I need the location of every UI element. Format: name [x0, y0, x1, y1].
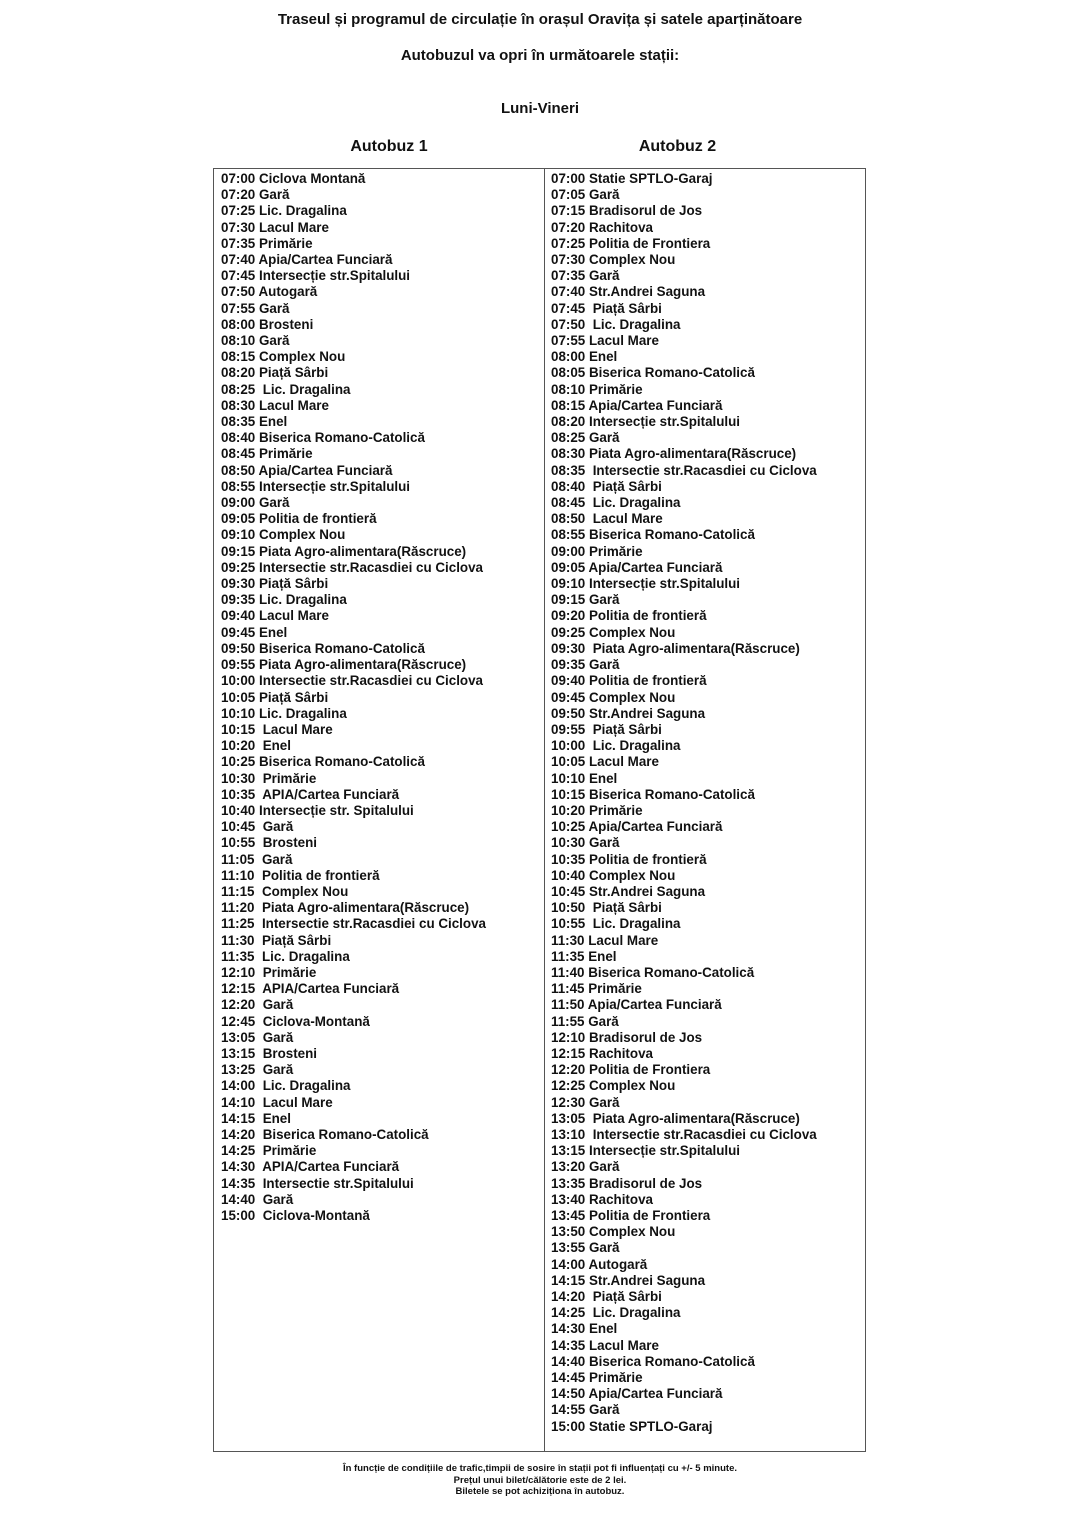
stop-entry: 07:50 Lic. Dragalina — [551, 316, 681, 332]
stop-entry: 09:45 Enel — [221, 624, 288, 640]
stop-entry: 07:30 Complex Nou — [551, 252, 676, 268]
stop-entry: 09:10 Complex Nou — [221, 527, 346, 543]
stop-entry: 08:35 Intersectie str.Racasdiei cu Ciclova — [551, 462, 817, 478]
stop-entry: 13:40 Rachitova — [551, 1191, 653, 1207]
stop-entry: 09:10 Intersecție str.Spitalului — [551, 576, 741, 592]
stop-entry: 13:15 Brosteni — [221, 1045, 318, 1061]
stop-entry: 07:45 Intersecție str.Spitalului — [221, 268, 411, 284]
stop-entry: 10:45 Str.Andrei Saguna — [551, 883, 706, 899]
page-subtitle: Autobuzul va opri în următoarele stații: — [400, 47, 680, 64]
stop-entry: 12:15 APIA/Cartea Funciară — [221, 981, 400, 997]
stop-entry: 12:20 Politia de Frontiera — [551, 1062, 711, 1078]
stop-entry: 11:15 Complex Nou — [221, 883, 349, 899]
stop-entry: 09:20 Politia de frontieră — [551, 608, 707, 624]
stop-entry: 07:55 Lacul Mare — [551, 333, 659, 349]
stop-entry: 09:45 Complex Nou — [551, 689, 676, 705]
stop-entry: 09:25 Complex Nou — [551, 624, 676, 640]
stop-entry: 11:05 Gară — [221, 851, 293, 867]
stop-entry: 13:45 Politia de Frontiera — [551, 1208, 711, 1223]
stop-entry: 07:05 Gară — [551, 187, 620, 203]
stop-entry: 08:50 Lacul Mare — [551, 511, 663, 527]
stop-entry: 14:30 APIA/Cartea Funciară — [221, 1159, 400, 1175]
stop-entry: 08:25 Gară — [551, 430, 620, 446]
stop-entry: 10:10 Enel — [551, 770, 618, 786]
stop-entry: 09:05 Politia de frontieră — [221, 511, 377, 527]
bus2-stop-list — [551, 171, 863, 1435]
stop-entry: 07:25 Politia de Frontiera — [551, 235, 711, 251]
stop-entry: 11:35 Lic. Dragalina — [221, 948, 350, 964]
stop-entry: 09:50 Biserica Romano-Catolică — [221, 640, 425, 656]
stop-entry: 07:30 Lacul Mare — [221, 219, 329, 235]
stop-entry: 13:35 Bradisorul de Jos — [551, 1175, 703, 1191]
footer-traffic-note: În funcție de condițiile de trafic,timpii de sosire în stații pot fi influențați cu +/- 5 minute. — [342, 1463, 738, 1474]
stop-entry: 08:45 Lic. Dragalina — [551, 495, 681, 511]
stop-entry: 10:55 Lic. Dragalina — [551, 916, 681, 932]
stop-entry: 14:25 Primărie — [221, 1143, 317, 1159]
bus1-heading: Autobuz 1 — [350, 138, 428, 155]
stop-entry: 08:40 Biserica Romano-Catolică — [221, 430, 425, 446]
stop-entry: 11:50 Apia/Cartea Funciară — [551, 997, 722, 1013]
stop-entry: 08:10 Primărie — [551, 381, 643, 397]
stop-entry: 08:15 Complex Nou — [221, 349, 346, 365]
stop-entry: 09:50 Str.Andrei Saguna — [551, 705, 706, 721]
stop-entry: 15:00 Statie SPTLO-Garaj — [551, 1418, 713, 1434]
stop-entry: 14:25 Lic. Dragalina — [551, 1305, 681, 1321]
schedule-days: Luni-Vineri — [500, 100, 580, 117]
stop-entry: 10:20 Primărie — [551, 802, 643, 818]
stop-entry: 07:45 Piață Sârbi — [551, 300, 662, 316]
stop-entry: 10:45 Gară — [221, 819, 294, 835]
stop-entry: 08:30 Lacul Mare — [221, 397, 329, 413]
stop-entry: 11:25 Intersectie str.Racasdiei cu Ciclova — [221, 916, 486, 932]
stop-entry: 12:10 Primărie — [221, 964, 317, 980]
stop-entry: 13:05 Piata Agro-alimentara(Răscruce) — [551, 1110, 800, 1126]
stop-entry: 08:00 Enel — [551, 349, 618, 365]
footer-notes — [0, 1463, 1080, 1498]
stop-entry: 14:00 Autogară — [551, 1256, 648, 1272]
stop-entry: 12:30 Gară — [551, 1094, 620, 1110]
stop-entry: 10:20 Enel — [221, 738, 291, 754]
stop-entry: 08:55 Biserica Romano-Catolică — [551, 527, 755, 543]
stop-entry: 08:20 Intersecție str.Spitalului — [551, 414, 741, 430]
stop-entry: 10:05 Piață Sârbi — [221, 689, 329, 705]
stop-entry: 08:00 Brosteni — [221, 316, 314, 332]
page-title: Traseul și programul de circulație în orașul Oravița și satele aparținătoare — [277, 11, 803, 28]
stop-entry: 10:40 Complex Nou — [551, 867, 676, 883]
stop-entry: 13:15 Intersecție str.Spitalului — [551, 1143, 741, 1159]
stop-entry: 13:50 Complex Nou — [551, 1224, 676, 1240]
stop-entry: 10:35 Politia de frontieră — [551, 851, 707, 867]
stop-entry: 11:45 Primărie — [551, 981, 642, 997]
stop-entry: 14:40 Biserica Romano-Catolică — [551, 1353, 755, 1369]
stop-entry: 08:35 Enel — [221, 414, 288, 430]
stop-entry: 09:55 Piata Agro-alimentara(Răscruce) — [221, 657, 467, 673]
stop-entry: 09:40 Politia de frontieră — [551, 673, 707, 689]
stop-entry: 07:40 Str.Andrei Saguna — [551, 284, 706, 300]
stop-entry: 09:15 Gară — [551, 592, 620, 608]
stop-entry: 10:25 Biserica Romano-Catolică — [221, 754, 425, 770]
stop-entry: 07:20 Rachitova — [551, 219, 653, 235]
footer-ticket-purchase: Biletele se pot achiziționa în autobuz. — [455, 1486, 625, 1497]
stop-entry: 07:35 Gară — [551, 268, 620, 284]
column-divider — [544, 169, 545, 1451]
stop-entry: 11:35 Enel — [551, 948, 617, 964]
stop-entry: 08:30 Piata Agro-alimentara(Răscruce) — [551, 446, 797, 462]
stop-entry: 10:05 Lacul Mare — [551, 754, 659, 770]
stop-entry: 08:40 Piață Sârbi — [551, 478, 662, 494]
stop-entry: 14:15 Str.Andrei Saguna — [551, 1272, 706, 1288]
stop-entry: 10:10 Lic. Dragalina — [221, 705, 347, 721]
stop-entry: 10:00 Intersectie str.Racasdiei cu Ciclova — [221, 673, 483, 689]
stop-entry: 07:35 Primărie — [221, 235, 313, 251]
stop-entry: 10:15 Biserica Romano-Catolică — [551, 786, 755, 802]
stop-entry: 09:00 Primărie — [551, 543, 643, 559]
stop-entry: 08:45 Primărie — [221, 446, 313, 462]
stop-entry: 11:30 Lacul Mare — [551, 932, 659, 948]
stop-entry: 13:05 Gară — [221, 1029, 294, 1045]
stop-entry: 14:20 Piață Sârbi — [551, 1289, 662, 1305]
stop-entry: 11:30 Piață Sârbi — [221, 932, 332, 948]
stop-entry: 07:15 Bradisorul de Jos — [551, 203, 703, 219]
stop-entry: 08:10 Gară — [221, 333, 290, 349]
stop-entry: 08:25 Lic. Dragalina — [221, 381, 351, 397]
stop-entry: 12:25 Complex Nou — [551, 1078, 676, 1094]
stop-entry: 07:00 Statie SPTLO-Garaj — [551, 171, 713, 186]
stop-entry: 08:50 Apia/Cartea Funciară — [221, 462, 393, 478]
stop-entry: 12:15 Rachitova — [551, 1045, 653, 1061]
stop-entry: 12:45 Ciclova-Montană — [221, 1013, 370, 1029]
stop-entry: 09:05 Apia/Cartea Funciară — [551, 559, 723, 575]
stop-entry: 10:25 Apia/Cartea Funciară — [551, 819, 723, 835]
stop-entry: 11:40 Biserica Romano-Catolică — [551, 964, 755, 980]
stop-entry: 07:25 Lic. Dragalina — [221, 203, 347, 219]
stop-entry: 09:30 Piață Sârbi — [221, 576, 329, 592]
schedule-table — [213, 168, 866, 1452]
stop-entry: 07:50 Autogară — [221, 284, 318, 300]
stop-entry: 09:55 Piață Sârbi — [551, 721, 662, 737]
stop-entry: 14:20 Biserica Romano-Catolică — [221, 1126, 429, 1142]
stop-entry: 14:35 Intersectie str.Spitalului — [221, 1175, 414, 1191]
stop-entry: 13:55 Gară — [551, 1240, 620, 1256]
stop-entry: 13:10 Intersectie str.Racasdiei cu Ciclova — [551, 1126, 817, 1142]
stop-entry: 10:40 Intersecție str. Spitalului — [221, 802, 414, 818]
stop-entry: 15:00 Ciclova-Montană — [221, 1208, 370, 1223]
stop-entry: 11:20 Piata Agro-alimentara(Răscruce) — [221, 900, 470, 916]
stop-entry: 08:20 Piață Sârbi — [221, 365, 329, 381]
stop-entry: 10:30 Primărie — [221, 770, 317, 786]
stop-entry: 11:10 Politia de frontieră — [221, 867, 380, 883]
stop-entry: 08:05 Biserica Romano-Catolică — [551, 365, 755, 381]
bus1-stop-list — [221, 171, 539, 1224]
stop-entry: 10:00 Lic. Dragalina — [551, 738, 681, 754]
stop-entry: 11:55 Gară — [551, 1013, 619, 1029]
stop-entry: 09:25 Intersectie str.Racasdiei cu Ciclova — [221, 559, 483, 575]
bus2-heading: Autobuz 2 — [638, 138, 717, 155]
stop-entry: 07:00 Ciclova Montană — [221, 171, 366, 186]
stop-entry: 09:15 Piata Agro-alimentara(Răscruce) — [221, 543, 467, 559]
stop-entry: 13:25 Gară — [221, 1062, 294, 1078]
stop-entry: 14:15 Enel — [221, 1110, 291, 1126]
stop-entry: 08:55 Intersecție str.Spitalului — [221, 478, 411, 494]
stop-entry: 14:10 Lacul Mare — [221, 1094, 333, 1110]
stop-entry: 09:30 Piata Agro-alimentara(Răscruce) — [551, 640, 800, 656]
stop-entry: 12:20 Gară — [221, 997, 294, 1013]
stop-entry: 10:30 Gară — [551, 835, 620, 851]
stop-entry: 07:55 Gară — [221, 300, 290, 316]
stop-entry: 07:40 Apia/Cartea Funciară — [221, 252, 393, 268]
stop-entry: 12:10 Bradisorul de Jos — [551, 1029, 703, 1045]
stop-entry: 14:35 Lacul Mare — [551, 1337, 659, 1353]
stop-entry: 14:40 Gară — [221, 1191, 294, 1207]
stop-entry: 09:35 Gară — [551, 657, 620, 673]
footer-ticket-price: Prețul unui bilet/călătorie este de 2 lei. — [453, 1474, 627, 1486]
stop-entry: 07:20 Gară — [221, 187, 290, 203]
stop-entry: 14:50 Apia/Cartea Funciară — [551, 1386, 723, 1402]
stop-entry: 14:55 Gară — [551, 1402, 620, 1418]
stop-entry: 08:15 Apia/Cartea Funciară — [551, 397, 723, 413]
stop-entry: 10:35 APIA/Cartea Funciară — [221, 786, 400, 802]
stop-entry: 14:45 Primărie — [551, 1370, 643, 1386]
stop-entry: 09:40 Lacul Mare — [221, 608, 329, 624]
stop-entry: 14:00 Lic. Dragalina — [221, 1078, 351, 1094]
stop-entry: 14:30 Enel — [551, 1321, 618, 1337]
stop-entry: 10:55 Brosteni — [221, 835, 318, 851]
stop-entry: 09:00 Gară — [221, 495, 290, 511]
stop-entry: 09:35 Lic. Dragalina — [221, 592, 347, 608]
stop-entry: 10:50 Piață Sârbi — [551, 900, 662, 916]
stop-entry: 10:15 Lacul Mare — [221, 721, 333, 737]
stop-entry: 13:20 Gară — [551, 1159, 620, 1175]
